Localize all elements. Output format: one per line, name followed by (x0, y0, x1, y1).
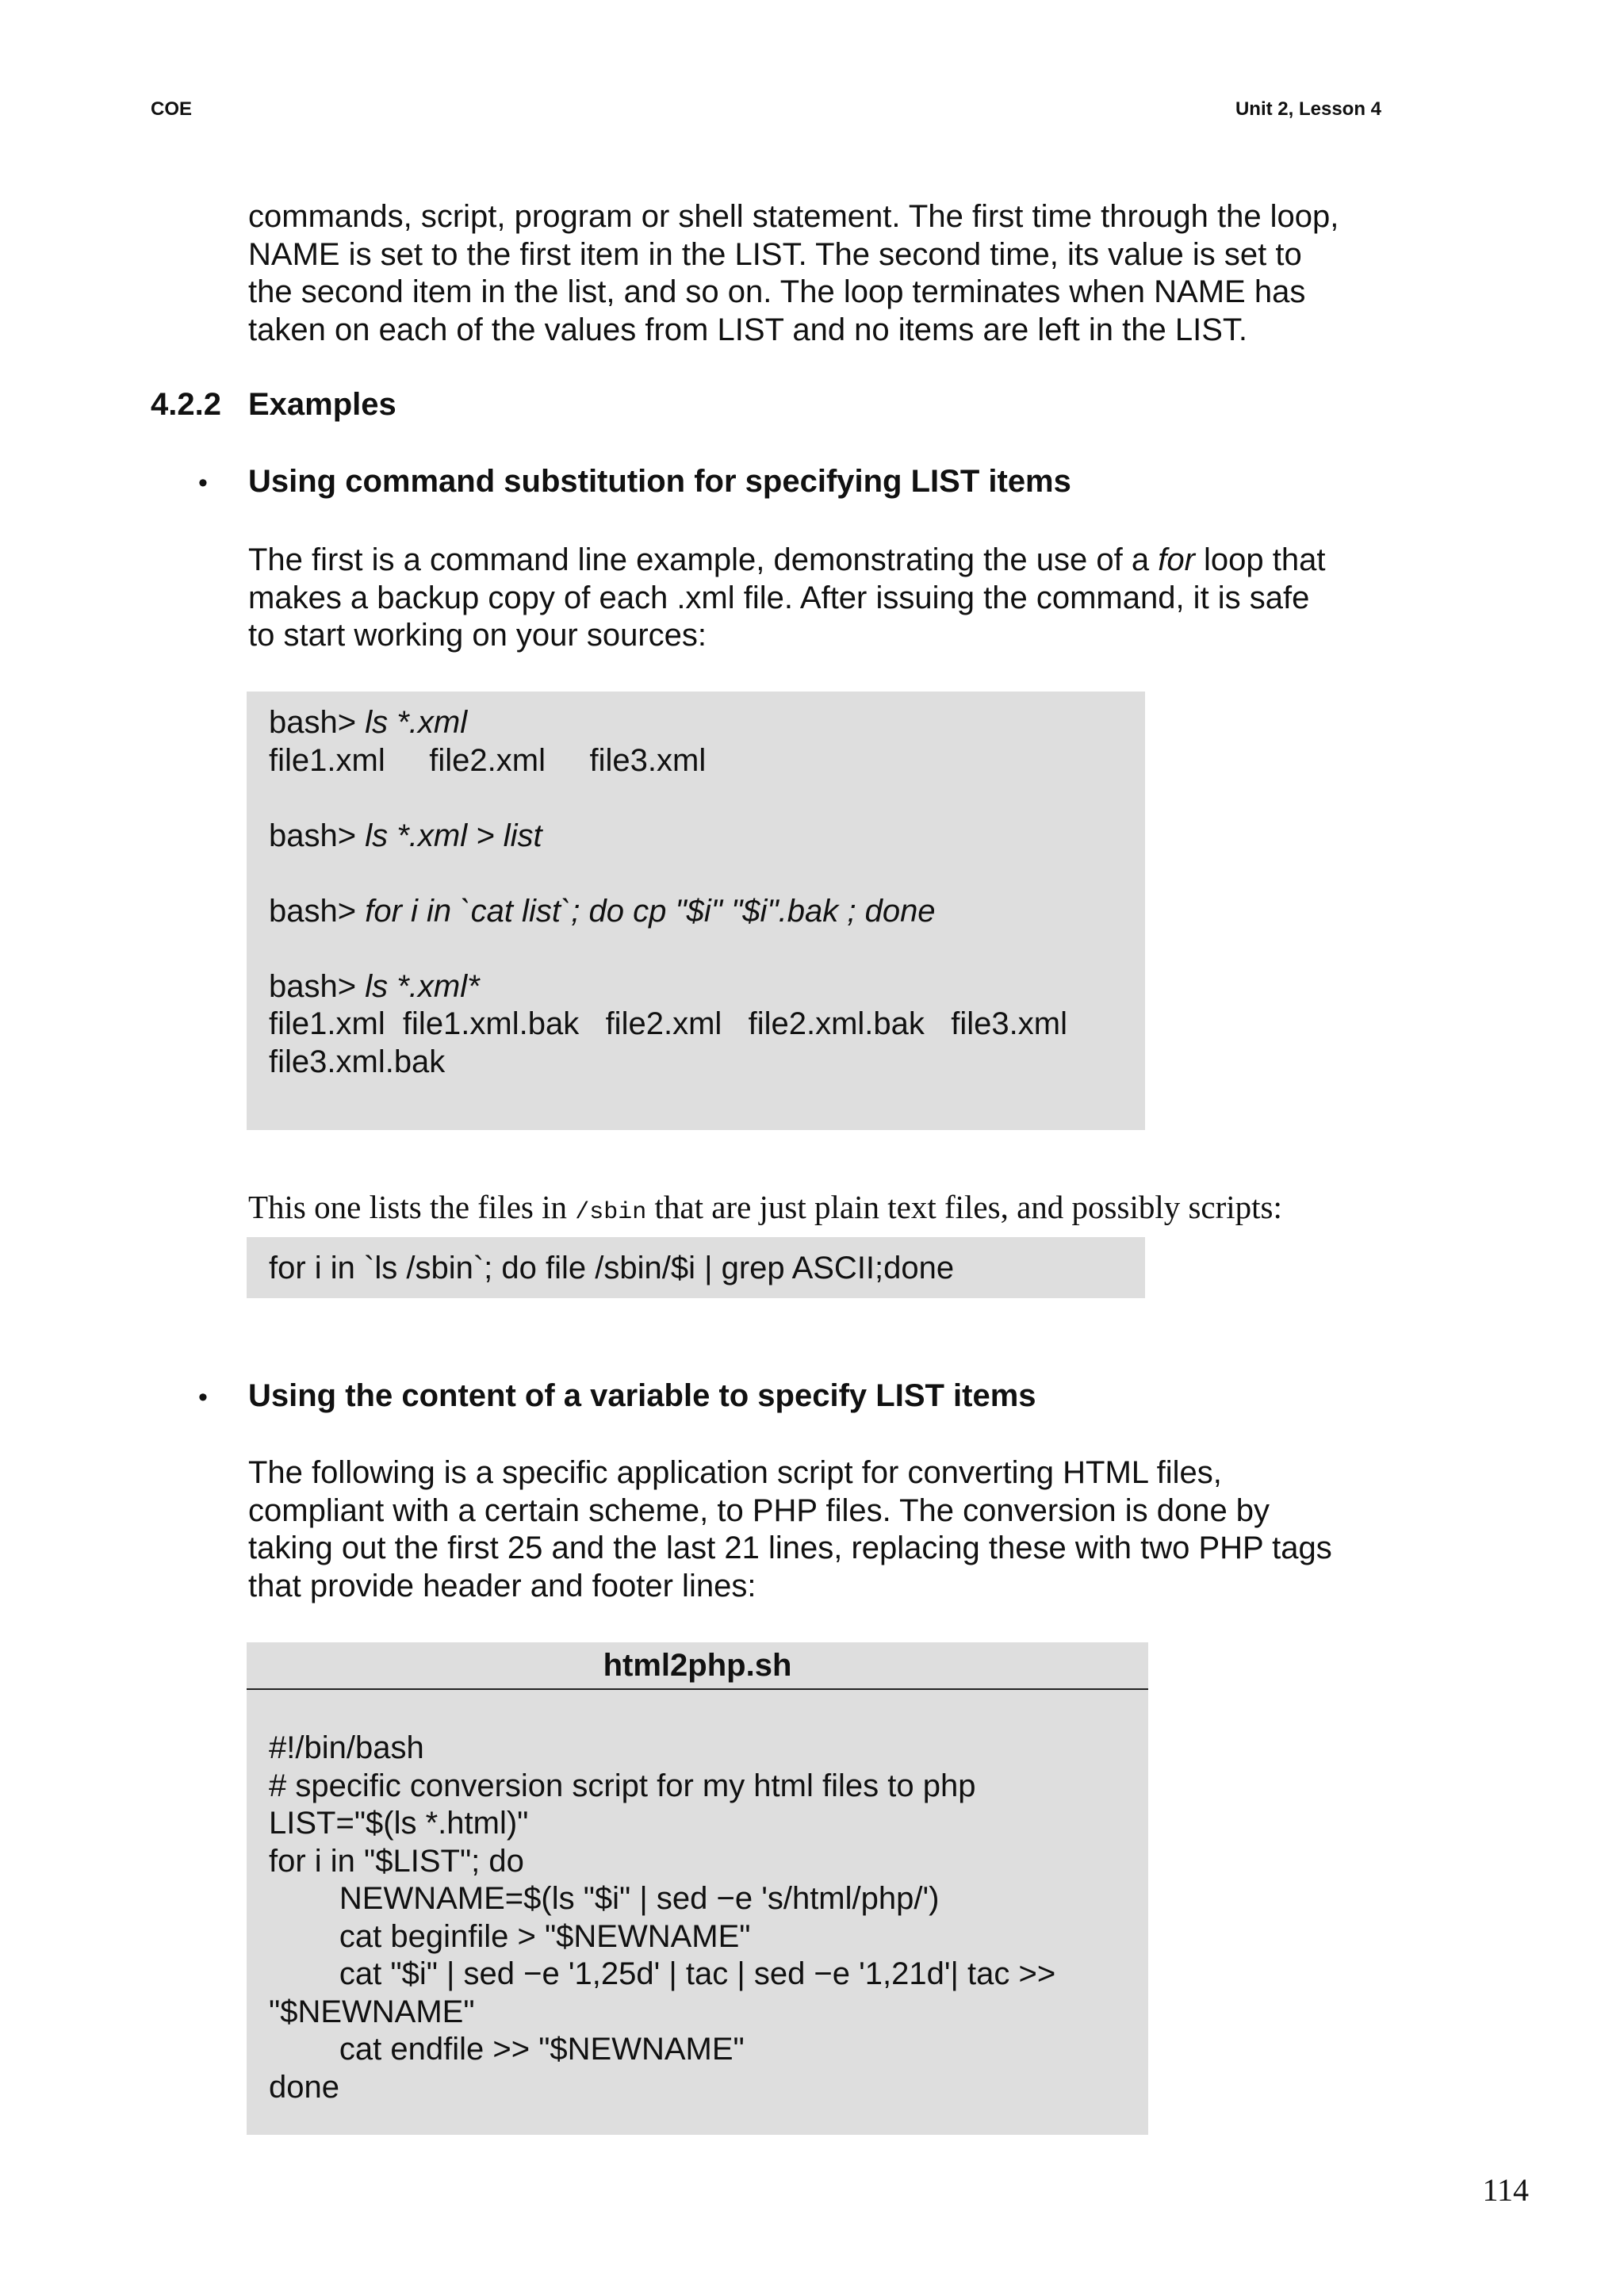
bullet-icon: • (198, 468, 208, 498)
prompt: bash> (269, 705, 366, 740)
command: for i in `cat list`; do cp "$i" "$i".bak ; done (365, 893, 936, 929)
section-number: 4.2.2 (151, 387, 221, 422)
script-line: done (269, 2069, 339, 2105)
sbin-code-block (247, 1237, 1145, 1298)
header-right: Unit 2, Lesson 4 (1235, 98, 1381, 120)
sbin-path: /sbin (575, 1199, 647, 1226)
sbin-note-text: that are just plain text files, and possibly scripts: (646, 1189, 1282, 1225)
para-line: compliant with a certain scheme, to PHP files. The conversion is done by (248, 1492, 1270, 1528)
script-line: # specific conversion script for my html files to php (269, 1768, 976, 1803)
section-title: Examples (248, 387, 396, 422)
script-line: cat beginfile > "$NEWNAME" (269, 1918, 751, 1954)
code-line (269, 893, 1141, 931)
sbin-note (248, 1188, 1282, 1226)
script-title-bar (247, 1642, 1148, 1690)
blank-line (269, 930, 1141, 968)
command: ls *.xml > list (365, 818, 542, 853)
code-output: file3.xml.bak (269, 1044, 446, 1079)
intro-line: taken on each of the values from LIST and no items are left in the LIST. (248, 312, 1247, 347)
code-content (269, 704, 1141, 1081)
code-output: file1.xml file2.xml file3.xml (269, 742, 707, 778)
bullet2-paragraph (248, 1454, 1332, 1605)
header-left: COE (151, 98, 193, 120)
para-text: The first is a command line example, demonstrating the use of a (248, 542, 1159, 577)
page-number: 114 (1482, 2172, 1529, 2208)
para-line: The following is a specific application script for converting HTML files, (248, 1455, 1222, 1490)
bullet-icon: • (198, 1382, 208, 1412)
code-output: file1.xml file1.xml.bak file2.xml file2.xml.bak file3.xml (269, 1006, 1067, 1041)
prompt: bash> (269, 818, 366, 853)
bullet-heading: Using the content of a variable to specify LIST items (248, 1378, 1036, 1413)
code-line: for i in `ls /sbin`; do file /sbin/$i | grep ASCII;done (269, 1251, 955, 1285)
prompt: bash> (269, 968, 366, 1004)
intro-line: the second item in the list, and so on. The loop terminates when NAME has (248, 274, 1306, 309)
prompt: bash> (269, 893, 366, 929)
sbin-note-text: This one lists the files in (248, 1189, 576, 1225)
script-line: cat "$i" | sed −e '1,25d' | tac | sed −e '1,21d'| tac >> (269, 1956, 1056, 1991)
script-title: html2php.sh (603, 1648, 792, 1683)
blank-line (269, 855, 1141, 893)
script-box (247, 1642, 1148, 2135)
code-line (269, 704, 1141, 742)
para-line: makes a backup copy of each .xml file. After issuing the command, it is safe (248, 580, 1310, 615)
script-line: NEWNAME=$(ls "$i" | sed −e 's/html/php/') (269, 1881, 940, 1916)
script-line: cat endfile >> "$NEWNAME" (269, 2032, 745, 2067)
command: ls *.xml (365, 705, 468, 740)
intro-paragraph (248, 198, 1339, 349)
blank-line (269, 780, 1141, 818)
code-line (269, 968, 1141, 1006)
command: ls *.xml* (365, 968, 480, 1004)
para-line: taking out the first 25 and the last 21 lines, replacing these with two PHP tags (248, 1531, 1332, 1565)
code-block (247, 692, 1145, 1130)
para-line (248, 542, 1326, 580)
code-line (269, 818, 1141, 856)
bullet1-paragraph (248, 542, 1326, 655)
para-line: that provide header and footer lines: (248, 1568, 756, 1603)
script-line: #!/bin/bash (269, 1730, 424, 1765)
para-text: loop that (1194, 542, 1326, 577)
para-emphasis: for (1158, 542, 1195, 577)
para-line: to start working on your sources: (248, 618, 707, 653)
script-line: for i in "$LIST"; do (269, 1843, 524, 1879)
bullet-heading: Using command substitution for specifying LIST items (248, 464, 1071, 499)
script-line: "$NEWNAME" (269, 1994, 475, 2029)
intro-line: NAME is set to the first item in the LIST. The second time, its value is set to (248, 236, 1302, 272)
script-line: LIST="$(ls *.html)" (269, 1806, 529, 1841)
script-code (269, 1730, 1141, 2106)
intro-line: commands, script, program or shell statement. The first time through the loop, (248, 199, 1339, 234)
